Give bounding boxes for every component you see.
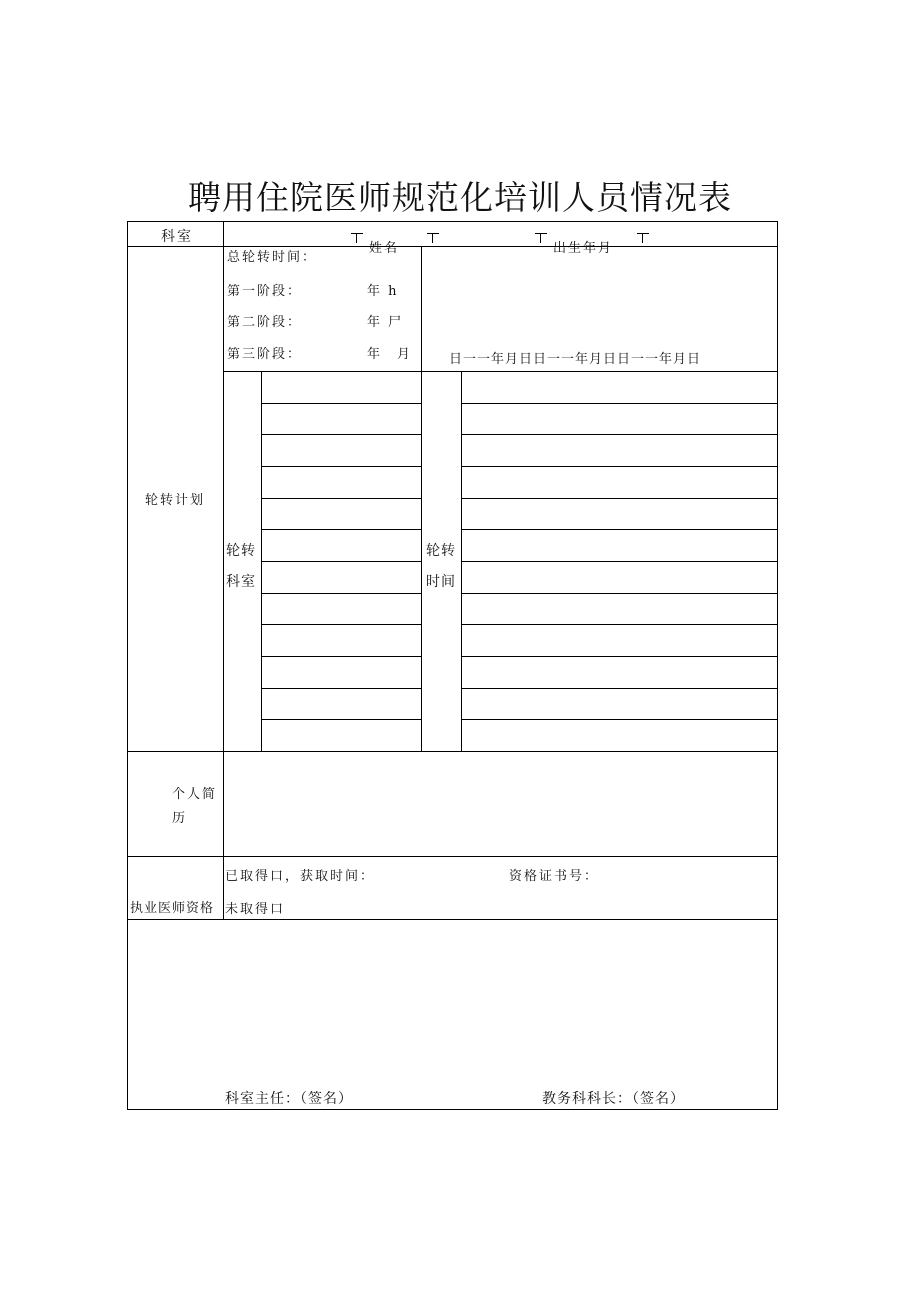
grid-row-line <box>461 434 778 435</box>
license-label: 执业医师资格 <box>130 901 215 916</box>
rotation-time-label-2: 时间 <box>426 574 456 590</box>
row-divider-header <box>127 246 778 247</box>
grid-row-line <box>261 688 421 689</box>
grid-row-line <box>461 466 778 467</box>
birth-label: 出生年月 <box>553 241 614 256</box>
rotation-dept-label-2: 科室 <box>226 574 256 590</box>
dept-head-signature: 科室主任：（签名） <box>225 1091 353 1107</box>
stage-3-label: 第三阶段： <box>227 347 303 362</box>
grid-row-line <box>261 466 421 467</box>
stage-2-label: 第二阶段： <box>227 315 303 330</box>
grid-row-line <box>261 498 421 499</box>
field-marker-3 <box>535 233 547 243</box>
table-left-border <box>127 221 128 1110</box>
license-obtained: 已取得口，获取时间： <box>225 869 376 884</box>
grid-row-line <box>261 719 421 720</box>
grid-row-line <box>461 624 778 625</box>
grid-row-line <box>461 561 778 562</box>
rotation-grid-divider-2 <box>421 371 422 751</box>
grid-row-line <box>261 529 421 530</box>
field-marker-4 <box>637 233 649 243</box>
table-right-border <box>777 221 778 1110</box>
grid-row-line <box>461 593 778 594</box>
rotation-dept-label-1: 轮转 <box>226 543 256 559</box>
dept-label: 科室 <box>161 229 193 245</box>
row-divider-license-end <box>127 919 778 920</box>
grid-row-line <box>461 656 778 657</box>
row-divider-rotation-end <box>127 751 778 752</box>
grid-row-line <box>461 688 778 689</box>
grid-row-line <box>261 403 421 404</box>
stages-divider <box>421 246 422 371</box>
grid-row-line <box>461 719 778 720</box>
table-top-border <box>127 221 778 222</box>
rotation-plan-label: 轮转计划 <box>145 493 206 508</box>
grid-row-line <box>261 656 421 657</box>
license-cert-no: 资格证书号： <box>509 869 600 884</box>
page-title: 聘用住院医师规范化培训人员情况表 <box>188 178 732 217</box>
stage-1-unit: 年 h <box>367 284 399 299</box>
table-bottom-border <box>127 1109 778 1110</box>
stage-1-label: 第一阶段： <box>227 284 303 299</box>
stage-3-unit: 年 月 <box>367 347 413 362</box>
total-time-label: 总轮转时间： <box>227 250 318 265</box>
edu-head-signature: 教务科科长：（签名） <box>542 1091 685 1107</box>
name-label: 姓名 <box>369 241 400 256</box>
label-column-divider <box>223 221 224 919</box>
resume-label-2: 历 <box>172 811 188 826</box>
field-marker-1 <box>351 233 363 243</box>
stage-2-unit: 年 尸 <box>367 315 404 330</box>
grid-row-line <box>261 434 421 435</box>
grid-row-line <box>261 593 421 594</box>
rotation-time-label-1: 轮转 <box>426 543 456 559</box>
license-not-obtained: 未取得口 <box>225 902 286 917</box>
row-divider-stages <box>223 371 778 372</box>
row-divider-resume-end <box>127 856 778 857</box>
grid-row-line <box>461 403 778 404</box>
grid-row-line <box>461 498 778 499</box>
resume-label-1: 个人简 <box>172 787 218 802</box>
grid-row-line <box>261 624 421 625</box>
grid-row-line <box>261 561 421 562</box>
grid-row-line <box>461 529 778 530</box>
stage-date-line: 日一一年月日日一一年月日日一一年月日 <box>449 352 702 367</box>
field-marker-2 <box>427 233 439 243</box>
